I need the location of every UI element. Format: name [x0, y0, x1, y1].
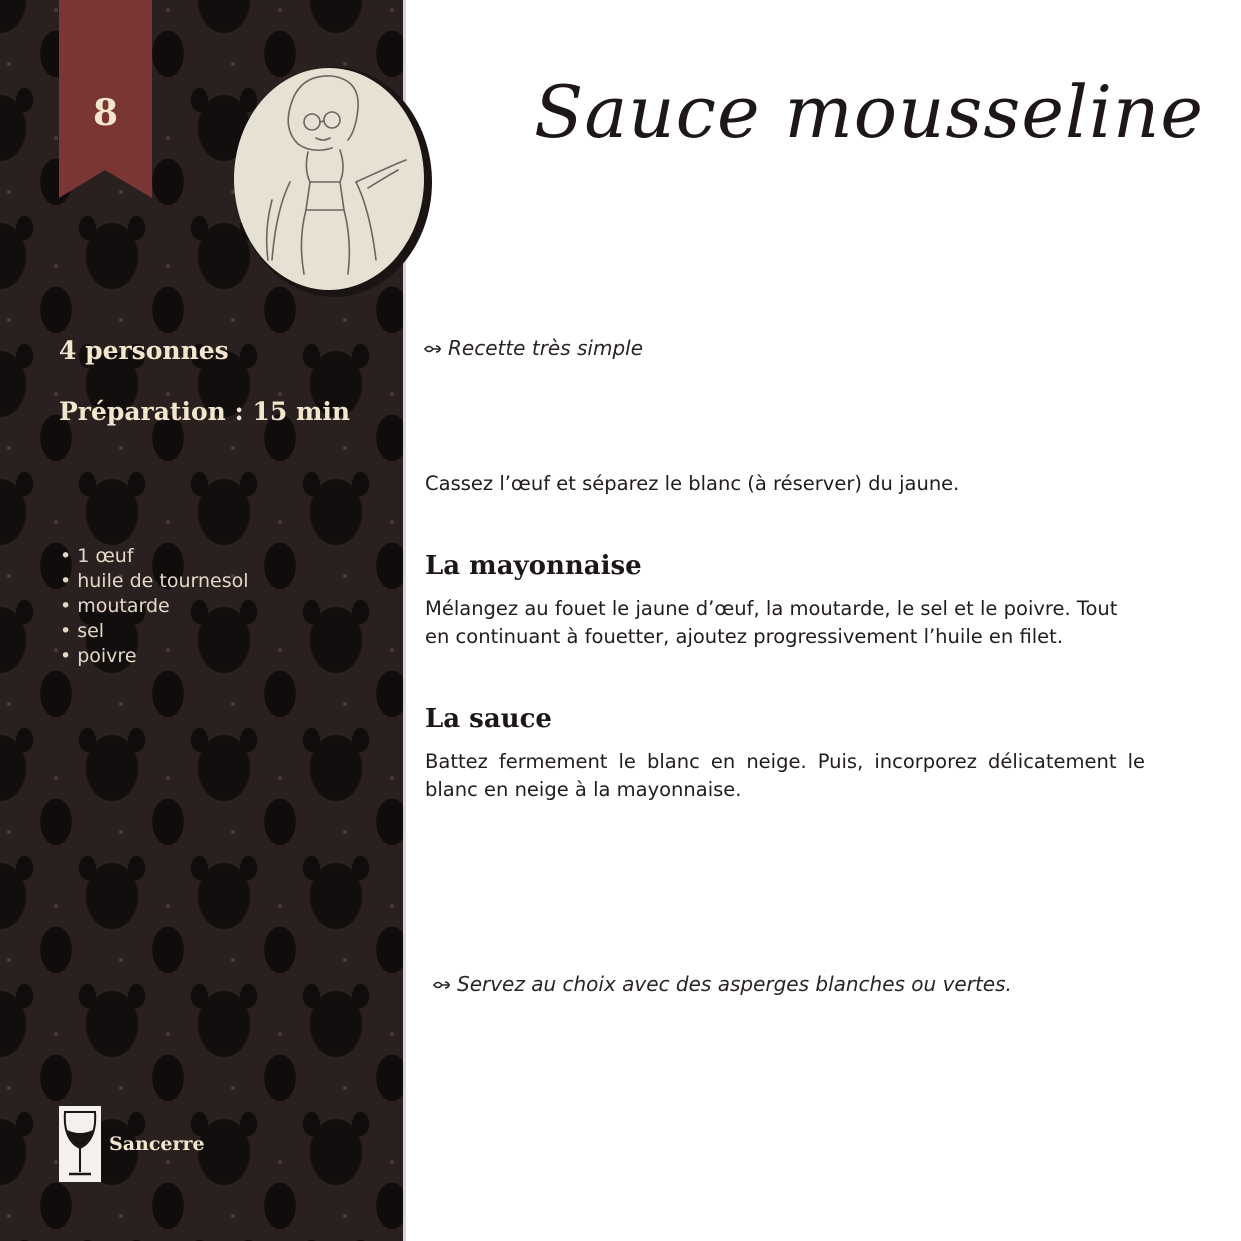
portrait-illustration — [228, 60, 434, 300]
leaf-ornament-icon — [433, 979, 451, 991]
ingredient-item: • poivre — [60, 644, 249, 669]
wine-pairing: Sancerre — [109, 1133, 205, 1155]
ingredient-item: • moutarde — [60, 594, 249, 619]
servings-count: 4 personnes — [59, 336, 229, 365]
serving-text: Servez au choix avec des asperges blanches ou vertes. — [457, 972, 1012, 996]
difficulty-note — [424, 336, 643, 360]
ingredient-item: • sel — [60, 619, 249, 644]
difficulty-text: Recette très simple — [448, 336, 644, 360]
ingredient-item: • huile de tournesol — [60, 569, 249, 594]
recipe-number: 8 — [92, 92, 119, 134]
preparation-time: Préparation : 15 min — [59, 397, 351, 426]
section-text-sauce: Battez fermement le blanc en neige. Puis, incorporez délicatement le blanc en neige à la mayonnaise. — [425, 750, 1145, 801]
section-heading-sauce: La sauce — [425, 704, 552, 734]
section-text-mayonnaise: Mélangez au fouet le jaune d’œuf, la moutarde, le sel et le poivre. Tout en continuant à fouetter, ajoutez progressivement l’huile en filet. — [425, 597, 1118, 648]
section-heading-mayonnaise: La mayonnaise — [425, 551, 642, 581]
ingredient-list — [60, 544, 249, 669]
serving-note — [433, 972, 1012, 996]
ingredient-item: • 1 œuf — [60, 544, 249, 569]
recipe-title: Sauce mousseline — [534, 70, 1204, 154]
intro-step: Cassez l’œuf et séparez le blanc (à réserver) du jaune. — [425, 472, 960, 495]
leaf-ornament-icon — [424, 343, 442, 355]
wine-glass-icon — [59, 1106, 101, 1182]
recipe-ribbon — [59, 0, 152, 198]
